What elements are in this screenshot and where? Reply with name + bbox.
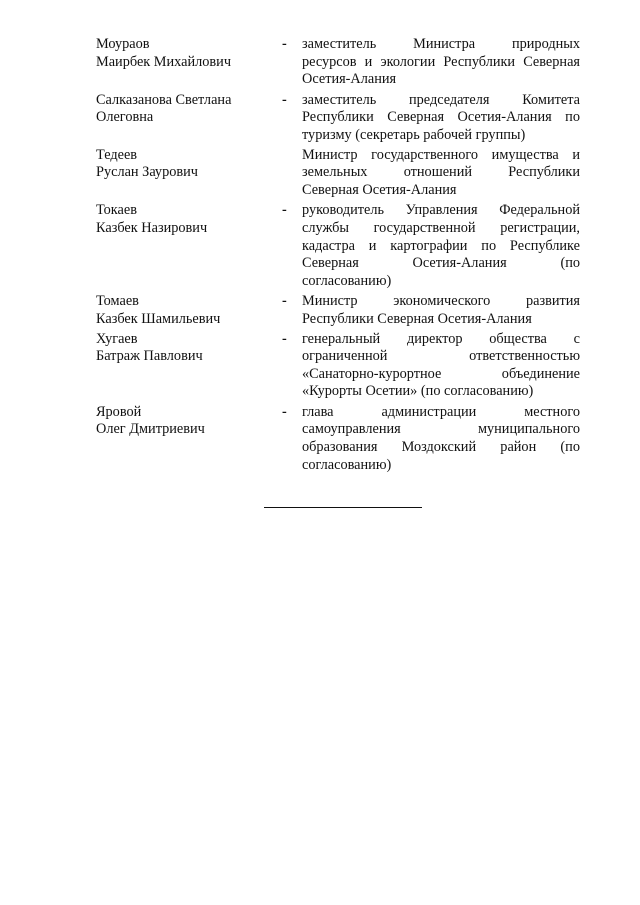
dash-separator: - [282, 293, 287, 310]
member-position [302, 293, 580, 328]
given-names: Руслан Заурович [96, 164, 198, 181]
member-position [302, 36, 580, 89]
position-line: Северная Осетия-Алания [302, 181, 457, 198]
position-line: Республики Северная Осетия-Алания [302, 310, 532, 327]
surname: Моураов [96, 36, 150, 52]
dash-separator: - [282, 330, 287, 347]
member-name [96, 36, 282, 71]
member-entry [96, 92, 586, 145]
dash-separator: - [282, 202, 287, 219]
dash-separator: - [282, 91, 287, 108]
member-name [96, 147, 282, 182]
position-line: руководитель Управления Федеральной [302, 202, 580, 219]
position-line: согласованию) [302, 456, 392, 473]
position-line: заместитель председателя Комитета [302, 91, 580, 108]
position-line: генеральный директор общества с [302, 330, 580, 347]
position-line: «Курорты Осетии» (по согласованию) [302, 383, 534, 400]
surname: Токаев [96, 202, 137, 219]
closing-rule [264, 507, 422, 508]
position-line: «Санаторно-курортное объединение [302, 365, 580, 382]
member-entry [96, 147, 586, 200]
given-names: Маирбек Михайлович [96, 53, 232, 70]
member-list [96, 36, 586, 474]
position-line: согласованию) [302, 272, 392, 289]
given-names: Батраж Павлович [96, 348, 203, 365]
position-line: Министр экономического развития [302, 293, 580, 310]
member-position [302, 147, 580, 200]
member-name [96, 202, 282, 237]
surname: Яровой [96, 403, 142, 420]
given-names: Олеговна [96, 109, 154, 126]
surname: Тедеев [96, 146, 138, 163]
member-entry [96, 331, 586, 401]
member-position [302, 404, 580, 474]
member-name [96, 331, 282, 366]
dash-separator: - [282, 36, 287, 52]
member-name [96, 92, 282, 127]
member-entry [96, 404, 586, 474]
surname: Томаев [96, 293, 139, 310]
dash-separator: - [282, 403, 287, 420]
position-line: Министр государственного имущества и [302, 146, 580, 163]
position-line: туризму (секретарь рабочей группы) [302, 126, 526, 143]
position-line: образования Моздокский район (по [302, 439, 580, 456]
given-names: Казбек Назирович [96, 219, 208, 236]
position-line: службы государственной регистрации, [302, 219, 580, 236]
position-line: глава администрации местного [302, 403, 580, 420]
member-position [302, 92, 580, 145]
position-line: ресурсов и экологии Республики Северная [302, 53, 580, 70]
position-line: самоуправления муниципального [302, 421, 580, 438]
position-line: кадастра и картографии по Республике [302, 237, 580, 254]
surname: Хугаев [96, 330, 138, 347]
member-position [302, 202, 580, 290]
position-line: Осетия-Алания [302, 71, 397, 88]
position-line: Республики Северная Осетия-Алания по [302, 109, 580, 126]
position-line: земельных отношений Республики [302, 164, 580, 181]
member-entry [96, 202, 586, 290]
member-entry [96, 36, 586, 89]
given-names: Казбек Шамильевич [96, 310, 221, 327]
member-entry [96, 293, 586, 328]
member-name [96, 293, 282, 328]
surname: Салказанова Светлана [96, 91, 232, 108]
position-line: ограниченной ответственностью [302, 348, 580, 365]
position-line: Северная Осетия-Алания (по [302, 255, 580, 272]
given-names: Олег Дмитриевич [96, 421, 205, 438]
member-name [96, 404, 282, 439]
member-position [302, 331, 580, 401]
position-line: заместитель Министра природных [302, 36, 580, 52]
